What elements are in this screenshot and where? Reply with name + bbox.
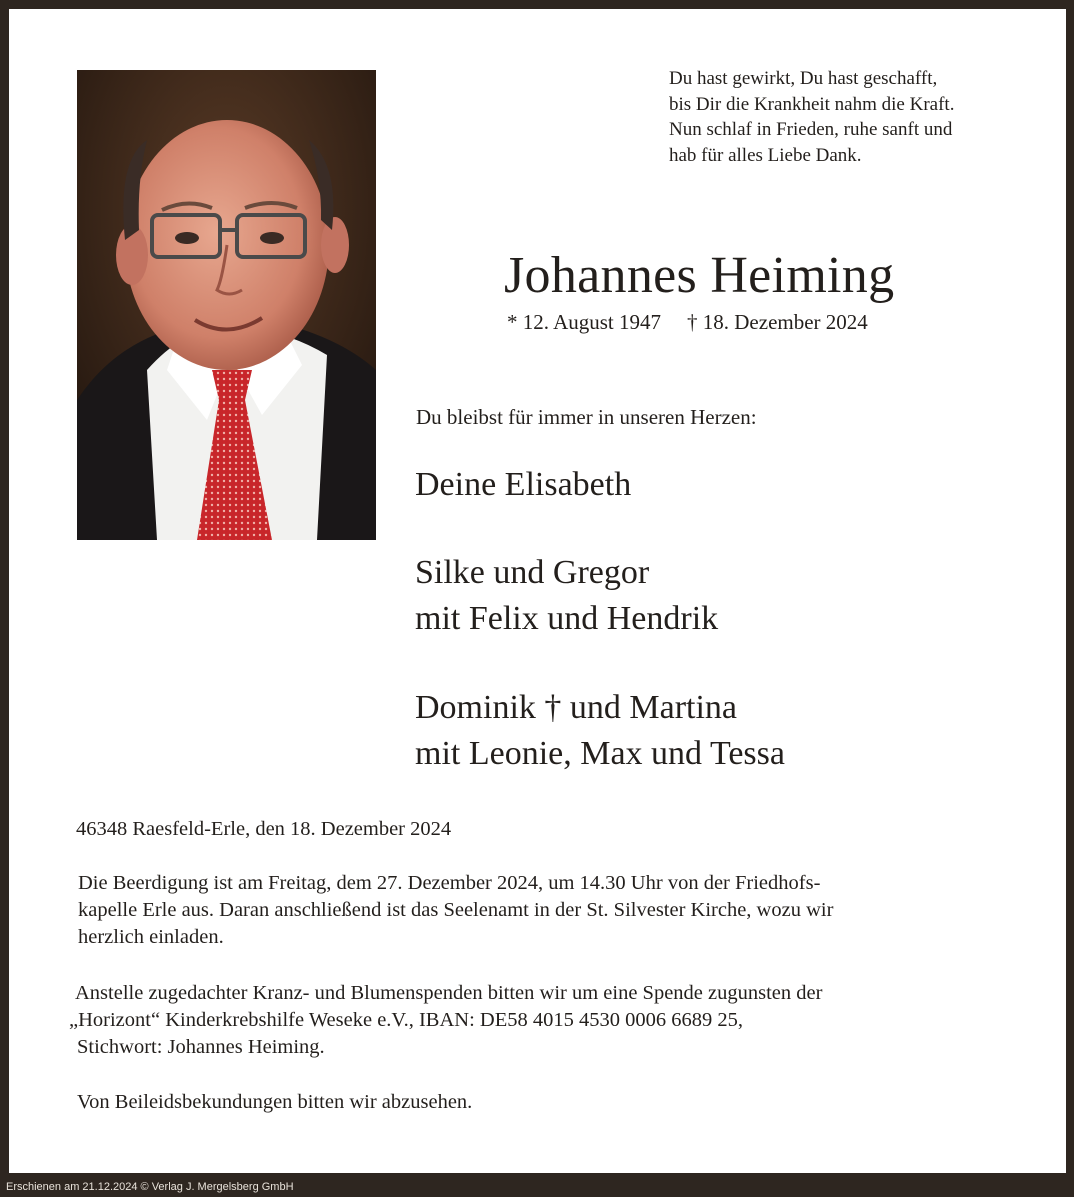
mourner-line: Silke und Gregor [415, 554, 650, 591]
poem-line: Du hast gewirkt, Du hast geschafft, [669, 68, 938, 89]
funeral-line: Die Beerdigung ist am Freitag, dem 27. Dezember 2024, um 14.30 Uhr von der Friedhofs- [78, 872, 821, 894]
poem-line: Nun schlaf in Frieden, ruhe sanft und [669, 119, 953, 140]
donation-line: Stichwort: Johannes Heiming. [77, 1036, 325, 1058]
mourner-group [415, 550, 718, 642]
mourner-line: Dominik † und Martina [415, 689, 738, 726]
mourner-group [415, 685, 785, 777]
donation-line: „Horizont“ Kinderkrebshilfe Weseke e.V., IBAN: DE58 4015 4530 0006 6689 25, [69, 1009, 743, 1031]
death-date: † 18. Dezember 2024 [687, 310, 868, 334]
deceased-name: Johannes Heiming [504, 247, 895, 304]
life-dates [507, 309, 868, 335]
donation-info [69, 980, 823, 1061]
mourners-intro: Du bleibst für immer in unseren Herzen: [416, 405, 757, 429]
portrait-photo [77, 70, 376, 540]
mourner-line: mit Leonie, Max und Tessa [415, 735, 785, 772]
birth-date: * 12. August 1947 [507, 310, 662, 334]
donation-line: Anstelle zugedachter Kranz- und Blumenspenden bitten wir um eine Spende zugunsten der [75, 982, 823, 1004]
condolence-note: Von Beileidsbekundungen bitten wir abzusehen. [77, 1091, 473, 1113]
mourner-group [415, 462, 631, 508]
funeral-info [78, 870, 833, 951]
funeral-line: herzlich einladen. [78, 926, 224, 948]
funeral-line: kapelle Erle aus. Daran anschließend ist das Seelenamt in der St. Silvester Kirche, wozu wir [78, 899, 834, 921]
place-date: 46348 Raesfeld-Erle, den 18. Dezember 2024 [76, 818, 452, 840]
mourner-line: Deine Elisabeth [415, 466, 632, 503]
poem-line: hab für alles Liebe Dank. [669, 144, 862, 166]
poem-line: bis Dir die Krankheit nahm die Kraft. [669, 93, 955, 115]
mourner-line: mit Felix und Hendrik [415, 600, 719, 637]
poem [669, 66, 954, 168]
publication-credit: Erschienen am 21.12.2024 © Verlag J. Mergelsberg GmbH [6, 1181, 294, 1193]
